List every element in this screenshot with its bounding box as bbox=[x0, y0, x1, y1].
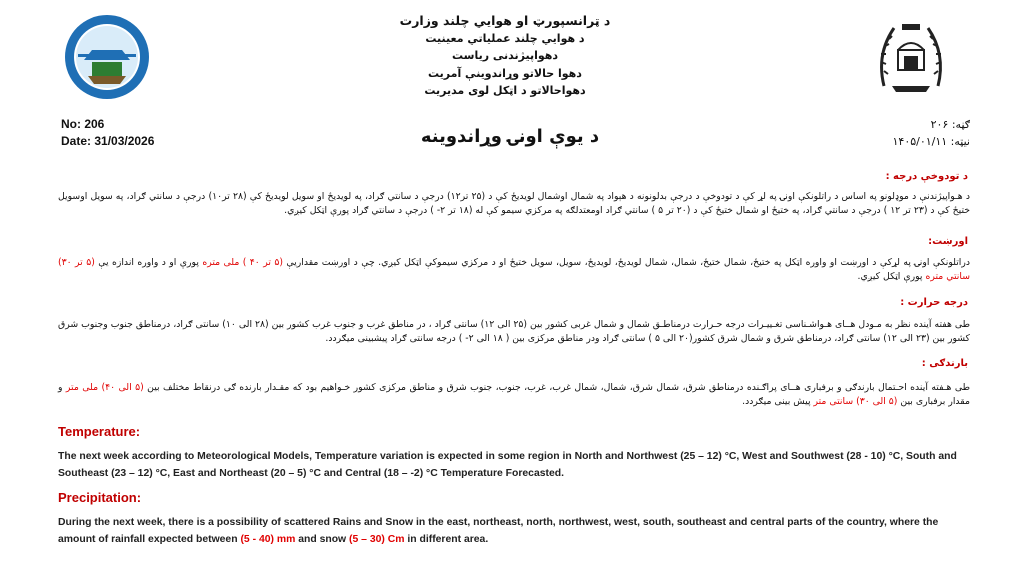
english-precip-part-3: in different area. bbox=[407, 534, 489, 545]
dari-temperature-heading: درجه حرارت : bbox=[900, 297, 968, 308]
english-precip-part-2: and snow bbox=[298, 534, 347, 545]
date-en: Date: 31/03/2026 bbox=[61, 134, 155, 148]
pashto-precipitation-text bbox=[58, 256, 970, 284]
date-ps: نیټه: ۱۴۰۵/۰۱/۱۱ bbox=[892, 135, 970, 148]
english-precipitation-heading: Precipitation: bbox=[58, 490, 142, 505]
dari-precip-part-3: پیش بینی میګردد. bbox=[742, 396, 811, 407]
english-precipitation-text bbox=[58, 514, 970, 548]
dari-rain-amount: (۵ الی ۴۰) ملی متر bbox=[65, 382, 144, 393]
dari-precip-part-1: طی هـفته آینده احـتمال بارندګی و برفباری هــای پراګـنده درمناطق شرق، شمال شرق، شمال، شمال غرب، غرب، جنوب، جنوب شرق و مناطق مرکزی کشور خـواهیم بود که مقـدار بارنده ګی درنقاط مختلف بین bbox=[147, 382, 971, 393]
pashto-precip-part-2: پورې او د واوره اندازه یې bbox=[98, 257, 199, 268]
number-ps: ګڼه: ۲۰۶ bbox=[930, 118, 970, 131]
dari-precipitation-text bbox=[58, 381, 970, 409]
number-en: No: 206 bbox=[61, 117, 105, 131]
department-name: دهوا حالاتو وړاندوينې آمريت bbox=[428, 66, 582, 80]
emirate-emblem-logo bbox=[868, 14, 954, 100]
english-precip-part-1: During the next week, there is a possibility of scattered Rains and Snow in the east, northeast, north, northwest, west, south, southeast and central parts of the country, where the amount of rainfall expected between bbox=[58, 517, 939, 545]
english-temperature-heading: Temperature: bbox=[58, 424, 141, 439]
pashto-precipitation-heading: اورښت: bbox=[928, 236, 968, 247]
dari-precipitation-heading: بارندګی : bbox=[921, 358, 968, 369]
pashto-temperature-text: د هـواپیژندنې د موډلونو په اساس د راتلونکې اونۍ په لړ کې د تودوخې د درجې بدلونونه د هېواد په شمال اوشمال لویدیځ کې د (۲۵ تر۱۲) درجې د سانتي ګراد، په لویدیځ او سویل لویدیځ کې (۲۸ تر۱۰) درجې د سانتي ګراد، په سویل اوسویل ختیځ کې د (۲۳ تر ۱۲ ) درجې د سانتي ګراد، په ختیځ او شمال ختیځ کې د (۲۰ تر ۵ ) سانتي ګراد اومعتدلګه په مرکزي سیمو کې له (۱۸ تر ۲- ) درجې د سانتي ګراد پورې اټکل کیږي. bbox=[58, 191, 970, 216]
pashto-snow-amount: (۵ تر ۳۰) سانتي متره bbox=[58, 257, 970, 282]
english-snow-amount: (5 – 30) Cm bbox=[349, 534, 405, 545]
header-block bbox=[360, 12, 650, 100]
pashto-temperature-heading: د تودوخې درجه : bbox=[885, 171, 968, 182]
pashto-precip-part-3: پورې اټکل کیږي. bbox=[857, 271, 923, 282]
office-name: دهواحالاتو د اټکل لوی مديريت bbox=[424, 84, 586, 97]
pashto-rain-amount: (۵ تر ۴۰ ) ملی متره bbox=[202, 257, 283, 268]
ministry-seal-logo bbox=[64, 14, 150, 100]
dari-snow-amount: (۵ الی ۳۰) سانتی متر bbox=[813, 396, 898, 407]
directorate-name: د هوايي چلند عملياتي معينيت bbox=[425, 31, 585, 45]
pashto-precip-part-1: دراتلونکې اونۍ په لړکې د اورښت او واوره اټکل په ختیځ، شمال ختیځ، شمال، شمال لویدیځ، لویدیځ، سویل، سویل ختیځ او د مرکزي سیموکې اټکل کیږي. چې د اورښت مقداريې bbox=[286, 257, 971, 268]
dari-temperature-text: طی هفته آینده نظر به مـودل هــای هـواشـناسی تغـییـرات درجه حـرارت درمناطـق شمال و شمال غربی کشور بین (۲۵ الی ۱۲) سانتی ګراد ، در مناطق غرب و جنوب غرب کشور بین (۲۸ الی ۱۰) سانتی ګراد، درمناطق جنوب وجنوب شرق کشور بین (۲۳ الی ۱۲) سانتی ګراد، درمناطق شرق و شمال شرق کشور(۲۰ الی ۵ ) سانتی ګراد ودر مناطق مرکزی بین ( ۱۸ الی ۲- ) درجه سانتی ګراد پیشبینی میګردد. bbox=[58, 319, 970, 344]
english-temperature-text: The next week according to Meteorological Models, Temperature variation is expected in some region in North and Northwest (25 – 12) °C, West and Southwest (28 - 10) °C, South and Southeast (23 – 12) °C, East and Northeast (20 – 5) °C and Central (18 – -2) °C Temperature Forecasted. bbox=[58, 451, 957, 479]
dari-precip-part-2: و مقدار برفباری بین bbox=[58, 382, 970, 407]
pashto-reference bbox=[860, 116, 970, 150]
english-rain-amount: (5 - 40) mm bbox=[240, 534, 296, 545]
presidency-name: دهواپیژندنی ریاست bbox=[451, 49, 559, 62]
ministry-name: د ټرانسپورټ او هوايي چلند وزارت bbox=[399, 13, 611, 28]
english-reference bbox=[61, 116, 154, 150]
page-title: د یوې اونۍ وړاندوینه bbox=[420, 126, 600, 147]
